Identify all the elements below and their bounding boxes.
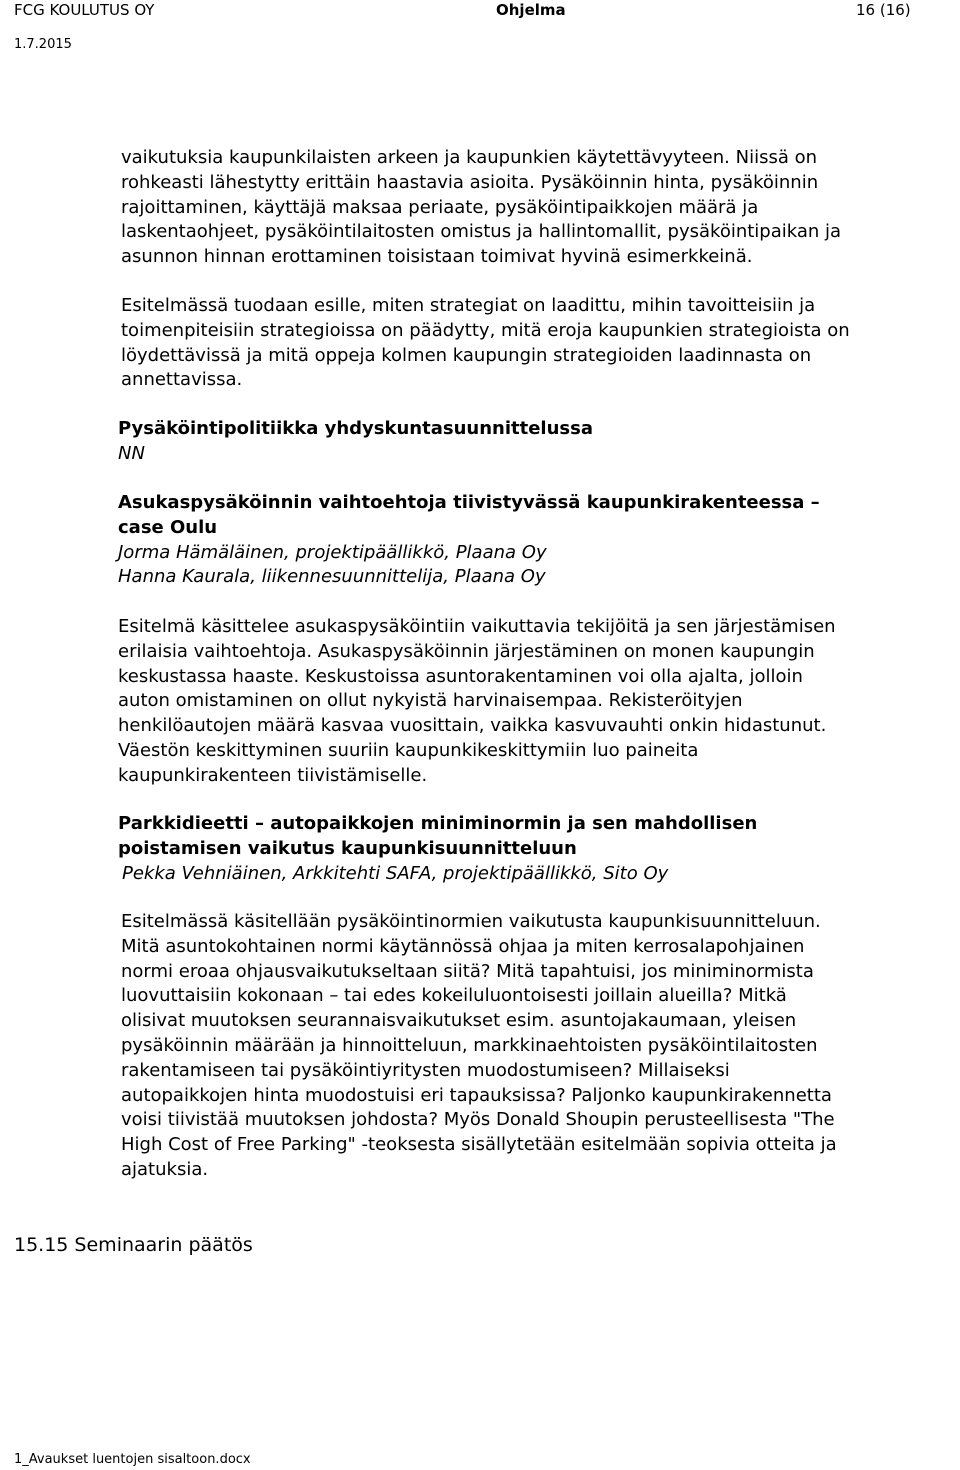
closing-section-title: 15.15 Seminaarin päätös [14, 1234, 253, 1256]
organization-name: FCG KOULUTUS OY [14, 1, 155, 19]
talk-2-title: Asukaspysäköinnin vaihtoehtoja tiivistyvässä kaupunkirakenteessa – case Oulu [118, 492, 820, 538]
talk-1 [118, 417, 948, 467]
talk-2-body [118, 615, 948, 789]
document-date: 1.7.2015 [14, 37, 72, 52]
intro-paragraph-2: Esitelmässä tuodaan esille, miten strategiat on laadittu, mihin tavoitteisiin ja toimenpiteisiin strategioissa on päädytty, mitä eroja kaupunkien strategioista on löydettävissä ja mitä oppeja kolmen kaupungin strategioiden laadinnasta on annettavissa. [121, 295, 850, 391]
talk-3-description: Esitelmässä käsitellään pysäköintinormien vaikutusta kaupunkisuunnitteluun. Mitä asuntokohtainen normi käytännössä ohjaa ja miten kerrosalapohjainen normi eroaa ohjausvaikutukseltaan siitä? Mitä tapahtuisi, jos miniminormista luovuttaisiin kokonaan – tai edes kokeiluluontoisesti joillain alueilla? Mitkä olisivat muutoksen seurannaisvaikutukset esim. asuntojakaumaan, yleisen pysäköinnin määrään ja hinnoitteluun, markkinaehtoisten pysäköintilaitosten rakentamiseen tai pysäköintiyritysten muodostumiseen? Millaiseksi autopaikkojen hinta muodostuisi eri tapauksissa? Paljonko kaupunkirakennetta voisi tiivistää muutoksen johdosta? Myös Donald Shoupin perusteellisesta "The High Cost of Free Parking" -teoksesta sisällytetään esitelmään sopivia otteita ja ajatuksia. [121, 911, 837, 1180]
talk-2-description: Esitelmä käsittelee asukaspysäköintiin vaikuttavia tekijöitä ja sen järjestämisen erilaisia vaihtoehtoja. Asukaspysäköinnin järjestäminen on monen kaupungin keskustassa haaste. Keskustoissa asuntorakentaminen voi olla ajalta, jolloin auton omistaminen on ollut nykyistä harvinaisempaa. Rekisteröityjen henkilöautojen määrä kasvaa vuosittain, vaikka kasvuvauhti onkin hidastunut. Väestön keskittyminen suuriin kaupunkikeskittymiin luo paineita kaupunkirakenteen tiivistämiselle. [118, 616, 836, 786]
page-number: 16 (16) [856, 1, 911, 19]
talk-3-speaker: Pekka Vehniäinen, Arkkitehti SAFA, projektipäällikkö, Sito Oy [122, 862, 669, 884]
talk-2-speaker-1: Jorma Hämäläinen, projektipäällikkö, Plaana Oy [118, 541, 547, 563]
talk-1-title: Pysäköintipolitiikka yhdyskuntasuunnittelussa [118, 418, 593, 439]
footer-filename: 1_Avaukset luentojen sisaltoon.docx [14, 1452, 251, 1467]
intro-paragraph-1: vaikutuksia kaupunkilaisten arkeen ja kaupunkien käytettävyyteen. Niissä on rohkeasti lähestytty erittäin haastavia asioita. Pysäköinnin hinta, pysäköinnin rajoittaminen, käyttäjä maksaa periaate, pysäköintipaikkojen määrä ja laskentaohjeet, pysäköintilaitosten omistus ja hallintomallit, pysäköintipaikan ja asunnon hinnan erottaminen toisistaan toimivat hyvinä esimerkkeinä. [121, 147, 842, 268]
talk-3 [118, 812, 948, 886]
intro-section [121, 146, 951, 270]
document-title: Ohjelma [496, 1, 566, 19]
talk-2 [118, 491, 948, 590]
talk-2-speaker-2: Hanna Kaurala, liikennesuunnittelija, Plaana Oy [118, 566, 546, 588]
talk-1-speaker: NN [118, 442, 145, 464]
intro-section-2 [121, 294, 951, 393]
talk-3-title: Parkkidieetti – autopaikkojen miniminormin ja sen mahdollisen poistamisen vaikutus kaupunkisuunnitteluun [118, 813, 758, 859]
talk-3-body [121, 910, 951, 1183]
